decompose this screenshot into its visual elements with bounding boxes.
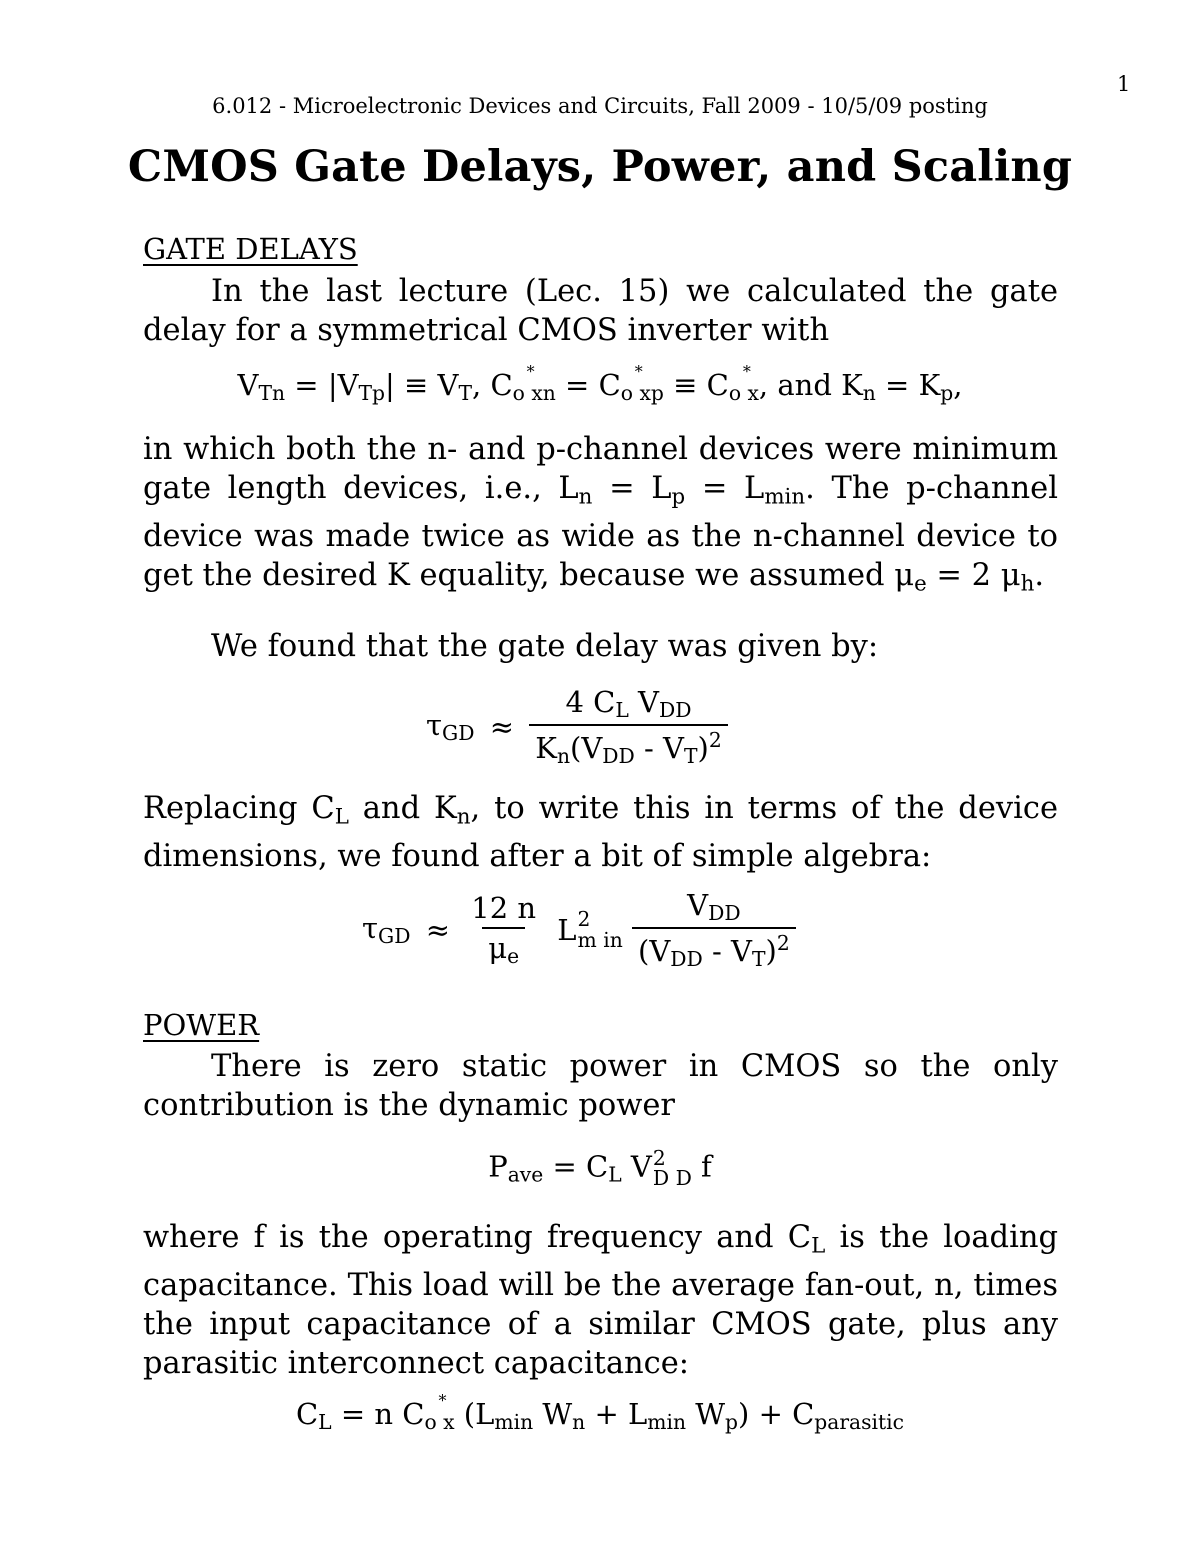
equation-dynamic-power: $P_{ave} = C_L$ V 2 D D f — [488, 1146, 712, 1191]
gate-delay-lead-in: We found that the gate delay was given by: — [211, 629, 879, 664]
section-heading-power: POWER — [143, 1008, 260, 1042]
equation-gate-delay: $\tau_{GD}$ ≈ $\frac{4 C_L V_{DD}}{K_n(V_{DD} - V_T)^2}$ — [426, 685, 728, 768]
equation-load-capacitance: $C_L = n$ $C_o$ * $_x$ ($L_{min}$ $W_n + L_{min}$ $W_p) + C_{parasitic}$ — [295, 1391, 905, 1435]
device-description-paragraph: in which both the n- and p-channel devices were minimum gate length devices, i.e., $L_n = L_p = L_{min}$. The p-channel device was made twice as wide as the n-channel device to get the desired K equality, because we assumed $\mu_e = 2$ $\mu_h$. — [143, 432, 1058, 597]
page-number: 1 — [1117, 72, 1131, 96]
section-heading-gate-delays: GATE DELAYS — [143, 232, 358, 266]
running-header: 6.012 - Microelectronic Devices and Circuits, Fall 2009 - 10/5/09 posting — [212, 94, 988, 118]
equation-symmetry-conditions: $V_{Tn} = |V_{Tp}| \equiv V_T$, $C_o$ * $_{xn} = C_o$ * $_{xp} \equiv C_o$ * $_x$, and $K_n = K_p$, — [237, 362, 963, 406]
equation-gate-delay-dimensions: $\tau_{GD}$ ≈ $\frac{12 n}{\mu_e}$ L 2 m in $\frac{V_{DD}}{(V_{DD} - V_T)^2}$ — [362, 888, 796, 971]
intro-paragraph: In the last lecture (Lec. 15) we calculated the gate delay for a symmetrical CMOS inverter with — [143, 274, 1058, 349]
page-title: CMOS Gate Delays, Power, and Scaling — [127, 142, 1073, 192]
load-capacitance-paragraph: where f is the operating frequency and $C_L$ is the loading capacitance. This load will be the average fan-out, n, times the input capacitance of a similar CMOS gate, plus any parasitic interconnect capacitance: — [143, 1220, 1058, 1382]
power-intro-paragraph: There is zero static power in CMOS so the only contribution is the dynamic power — [143, 1049, 1058, 1124]
replacing-paragraph: Replacing $C_L$ and $K_n$, to write this in terms of the device dimensions, we found after a bit of simple algebra: — [143, 791, 1058, 874]
